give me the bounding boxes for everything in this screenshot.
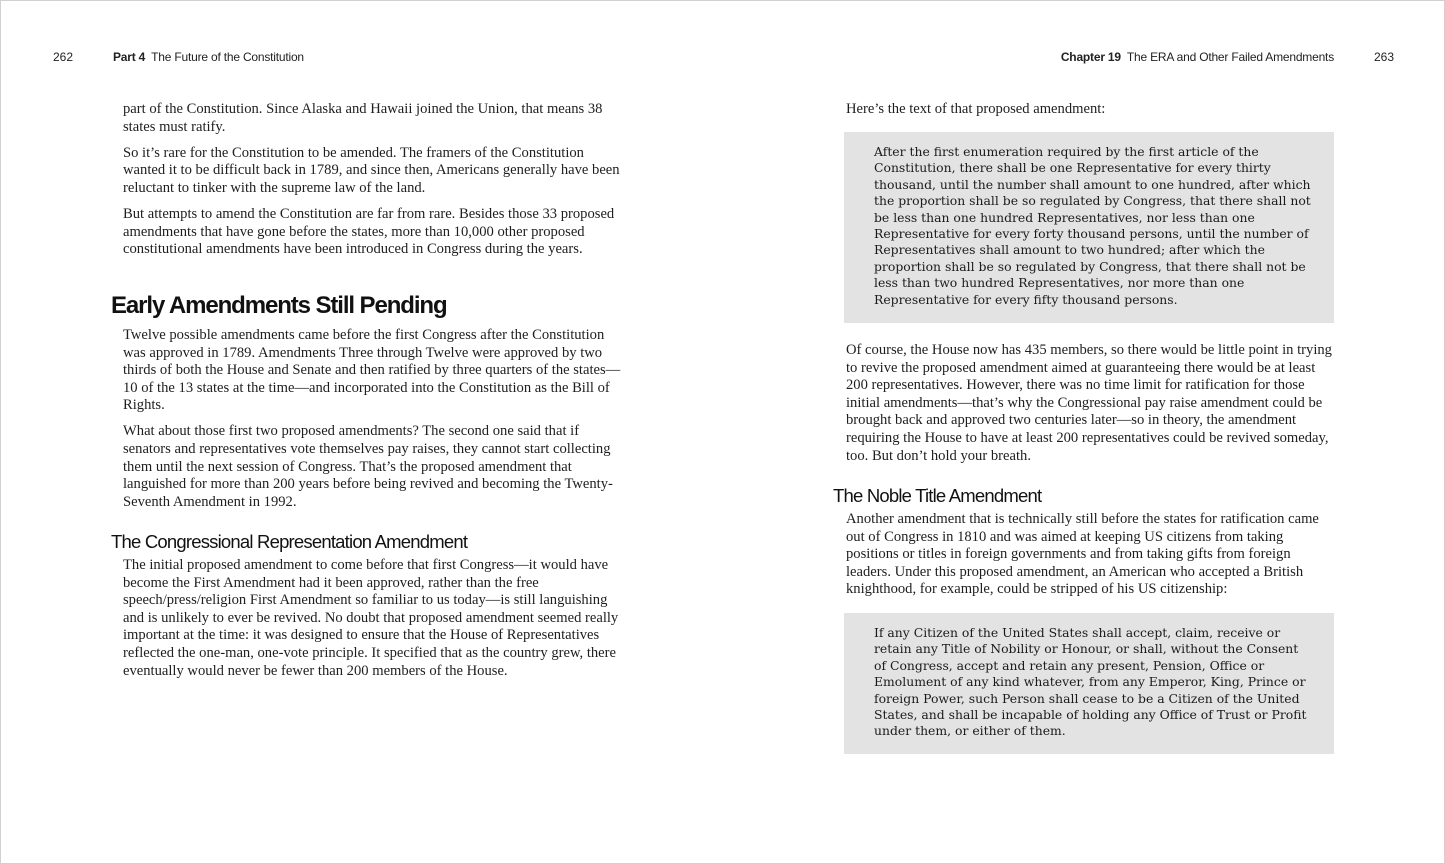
paragraph: Here’s the text of that proposed amendment: [846,101,1106,117]
right-page-number: 263 [1373,50,1394,64]
extract-congressional-amendment-text [844,132,1334,323]
right-lead-in [846,101,1336,127]
running-head-part: Part 4 [113,50,146,64]
right-running-head [1061,50,1334,64]
subsection-heading-congressional: The Congressional Representation Amendment [111,531,468,552]
paragraph: But attempts to amend the Constitution are far from rare. Besides those 33 proposed amendments that have gone before the states, more than 10,000 other proposed constitutional amendments have been introduced in Congress during the years. [123,205,615,258]
paragraph: Another amendment that is technically still before the states for ratification came out of Congress in 1810 and was aimed at keeping US citizens from taking positions or titles in foreign governments and from taking gifts from foreign leaders. Under this proposed amendment, an American who accepted a British knighthood, for example, could be stripped of his US citizenship: [846,511,1319,598]
paragraph: Of course, the House now has 435 members, so there would be little point in trying to revive the proposed amendment aimed at guaranteeing there would be at least 200 representatives. However, there was no time limit for ratification for those initial amendments—that’s why the Congressional pay raise amendment could be brought back and approved two centuries later—so in theory, the amendment requiring the House to have at least 200 representatives could be revived someday, too. But don’t hold your breath. [846,342,1332,464]
left-section-text [123,327,623,520]
extract-noble-title-amendment-text [844,613,1334,754]
paragraph: part of the Constitution. Since Alaska and Hawaii joined the Union, that means 38 states must ratify. [123,101,603,135]
left-running-head [113,50,304,64]
paragraph: Twelve possible amendments came before the first Congress after the Constitution was approved in 1789. Amendments Three through Twelve were approved by two thirds of both the House and Senate and then ratified by three quarters of the states—10 of the 13 states at the time—and incorporated into the Constitution as the Bill of Rights. [123,327,621,414]
section-heading: Early Amendments Still Pending [111,292,447,319]
right-after-extract-text [846,342,1336,474]
running-head-part-title: The Future of the Constitution [151,50,304,64]
left-page-number: 262 [53,50,74,64]
left-page [0,0,722,864]
subsection-heading-noble-title: The Noble Title Amendment [833,485,1042,506]
left-intro-text [123,101,623,267]
paragraph: What about those first two proposed amendments? The second one said that if senators and representatives vote themselves pay raises, they cannot start collecting them until the next session of Congress. That’s the proposed amendment that languished for more than 200 years before being revived and becoming the Twenty-Seventh Amendment in 1992. [123,423,613,510]
running-head-chapter-title: The ERA and Other Failed Amendments [1126,50,1334,64]
left-subsection-text [123,557,623,689]
right-page [722,0,1445,864]
paragraph: The initial proposed amendment to come before that first Congress—it would have become the First Amendment had it been approved, rather than the free speech/press/religion First Amendment so familiar to us today—is still languishing and is unlikely to ever be revived. No doubt that proposed amendment seemed really important at the time: it was designed to ensure that the House of Representatives reflected the one-man, one-vote principle. It specified that as the country grew, there eventually would never be fewer than 200 members of the House. [123,557,619,679]
extract-text: After the first enumeration required by the first article of the Constitution, there shall be one Representative for every thirty thousand, until the number shall amount to one hundred, after which the proportion shall be so regulated by Congress, that there shall not be less than one hundred Representatives, nor less than one Representative for every forty thousand persons, until the number of Representatives shall amount to two hundred; after which the proportion shall be so regulated by Congress, that there shall not be less than two hundred Representatives, nor more than one Representative for every fifty thousand persons. [874,144,1311,307]
running-head-chapter: Chapter 19 [1060,50,1121,64]
extract-text: If any Citizen of the United States shall accept, claim, receive or retain any Title of Nobility or Honour, or shall, without the Consent of Congress, accept and retain any present, Pension, Office or Emolument of any kind whatever, from any Emperor, King, Prince or foreign Power, such Person shall cease to be a Citizen of the United States, and shall be incapable of holding any Office of Trust or Profit under them, or either of them. [874,625,1307,739]
paragraph: So it’s rare for the Constitution to be amended. The framers of the Constitution wanted it to be difficult back in 1789, and since then, Americans generally have been reluctant to tinker with the supreme law of the land. [123,144,620,196]
right-noble-text [846,511,1336,607]
